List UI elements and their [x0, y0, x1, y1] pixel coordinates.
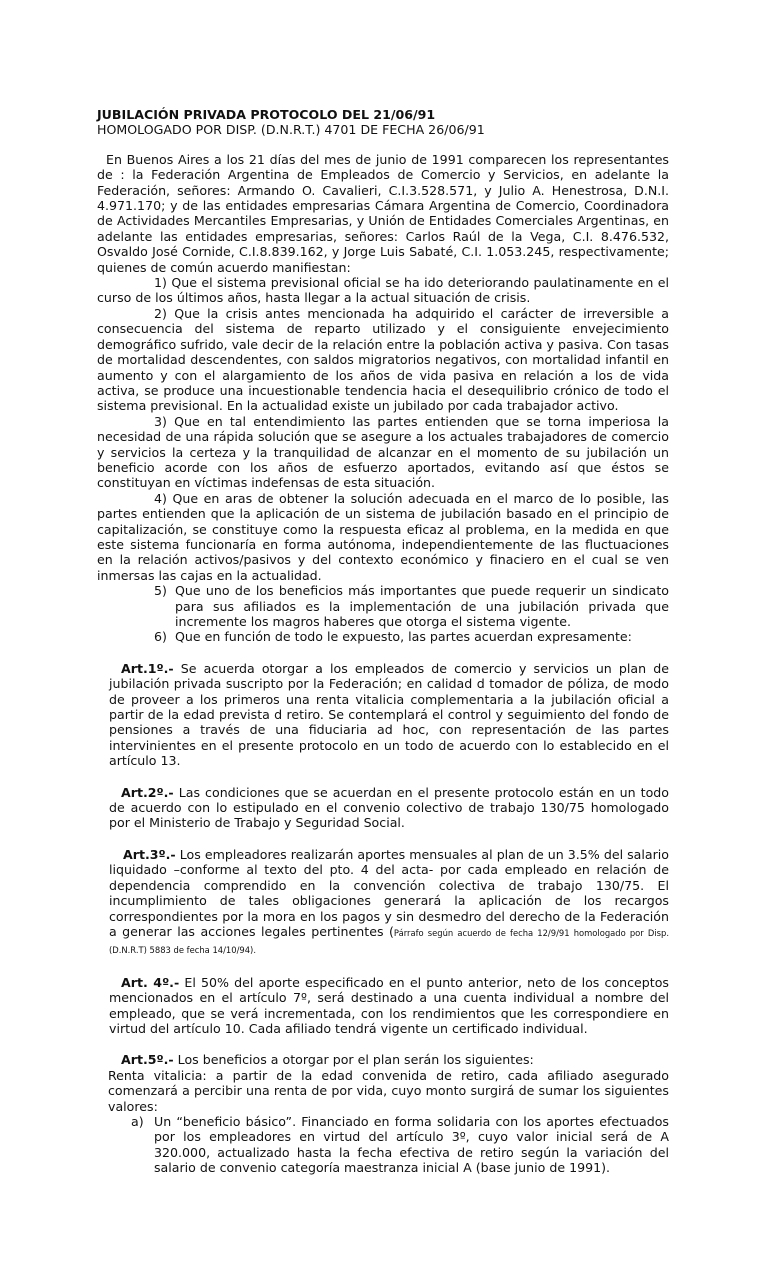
- consideration-3: 3) Que en tal entendimiento las partes entienden que se torna imperiosa la necesidad de una rápida solución que se asegure a los actuales trabajadores de comercio y servicios la certeza y la tranquilidad de alcanzar en el momento de su jubilación un beneficio acorde con los años de esfuerzo aportados, evitando así que éstos se constituyan en víctimas indefensas de esta situación.: [97, 413, 669, 491]
- article-4-label: Art. 4º.-: [121, 974, 180, 990]
- article-4: [109, 975, 669, 1037]
- article-3-label: Art.3º.-: [123, 846, 176, 862]
- consideration-1: 1) Que el sistema previsional oficial se ha ido deteriorando paulatinamente en el curso de los últimos años, hasta llegar a la actual situación de crisis.: [97, 275, 669, 306]
- document-title: JUBILACIÓN PRIVADA PROTOCOLO DEL 21/06/91: [97, 107, 436, 122]
- consideration-2: 2) Que la crisis antes mencionada ha adquirido el carácter de irreversible a consecuencia del sistema de reparto utilizado y el consiguiente envejecimiento demográfico sufrido, vale decir de la relación entre la población activa y pasiva. Con tasas de mortalidad descendentes, con saldos migratorios negativos, con mortalidad infantil en aumento y con el alargamiento de los años de vida pasiva en relación a los de vida activa, se produce una incuestionable tendencia hacia el desequilibrio crónico de todo el sistema previsional. En la actualidad existe un jubilado por cada trabajador activo.: [97, 305, 669, 414]
- article-2: [109, 785, 669, 831]
- article-5-label: Art.5º.-: [121, 1052, 174, 1068]
- article-3-text: Los empleadores realizarán aportes mensuales al plan de un 3.5% del salario liquidado –conforme al texto del pto. 4 del acta- por cada empleado en relación de dependencia comprendido en la convención colectiva de trabajo 130/75. El incumplimiento de tales obligaciones generará la aplicación de los recargos correspondientes por la mora en los pagos y sin desmedro del derecho de la Federación a generar las acciones legales pertinentes (: [109, 846, 669, 939]
- article-5: [109, 1052, 669, 1067]
- article-2-text: Las condiciones que se acuerdan en el presente protocolo están en un todo de acuerdo con lo estipulado en el convenio colectivo de trabajo 130/75 homologado por el Ministerio de Trabajo y Seguridad Social.: [109, 784, 669, 831]
- intro-paragraph: En Buenos Aires a los 21 días del mes de junio de 1991 comparecen los representantes de : la Federación Argentina de Empleados de Comercio y Servicios, en adelante la Federación, señores: Armando O. Cavalieri, C.I.3.528.571, y Julio A. Henestrosa, D.N.I. 4.971.170; y de las entidades empresarias Cámara Argentina de Comercio, Coordinadora de Actividades Mercantiles Empresarias, y Unión de Entidades Comerciales Argentinas, en adelante las entidades empresarias, señores: Carlos Raúl de la Vega, C.I. 8.476.532, Osvaldo José Cornide, C.I.8.839.162, y Jorge Luis Sabaté, C.I. 1.053.245, respectivamente; quienes de común acuerdo manifiestan:: [97, 151, 669, 275]
- consideration-6-text: Que en función de todo le expuesto, las partes acuerdan expresamente:: [175, 629, 632, 645]
- article-5-item-a-letter: a): [131, 1113, 144, 1129]
- article-1: [109, 661, 669, 769]
- article-5-item-a-text: Un “beneficio básico”. Financiado en forma solidaria con los aportes efectuados por los empleadores en virtud del artículo 3º, cuyo valor inicial será de A 320.000, actualizado hasta la fecha efectiva de retiro según la variación del salario de convenio categoría maestranza inicial A (base junio de 1991).: [154, 1113, 669, 1176]
- article-4-text: El 50% del aporte especificado en el punto anterior, neto de los conceptos mencionados en el artículo 7º, será destinado a una cuenta individual a nombre del empleado, que se verá incrementada, con los rendimientos que les correspondiere en virtud del artículo 10. Cada afiliado tendrá vigente un certificado individual.: [109, 974, 669, 1036]
- article-5-renta: Renta vitalicia: a partir de la edad convenida de retiro, cada afiliado asegurado comenzará a percibir una renta de por vida, cuyo monto surgirá de sumar los siguientes valores:: [108, 1067, 669, 1114]
- document-body: [97, 107, 669, 1176]
- consideration-6-number: 6): [154, 629, 167, 645]
- consideration-5: [97, 583, 669, 629]
- article-1-text: Se acuerda otorgar a los empleados de comercio y servicios un plan de jubilación privada suscripto por la Federación; en calidad d tomador de póliza, de modo de proveer a los primeros una renta vitalicia complementaria a la jubilación oficial a partir de la edad prevista d retiro. Se contemplará el control y seguimiento del fondo de pensiones a través de una fiduciaria ad hoc, con representación de las partes intervinientes en el presente protocolo en un todo de acuerdo con lo establecido en el artículo 13.: [109, 660, 669, 769]
- article-5-text: Los beneficios a otorgar por el plan serán los siguientes:: [173, 1052, 534, 1068]
- consideration-6: [97, 629, 669, 644]
- article-1-label: Art.1º.-: [121, 660, 174, 676]
- consideration-4: 4) Que en aras de obtener la solución adecuada en el marco de lo posible, las partes entienden que la aplicación de un sistema de jubilación basado en el principio de capitalización, se constituye como la respuesta eficaz al problema, en la medida en que este sistema funcionaría en forma autónoma, independientemente de las fluctuaciones en la relación activos/pasivos y del contexto económico y finaciero en el cual se ven inmersas las cajas en la actualidad.: [97, 490, 669, 583]
- consideration-5-number: 5): [154, 583, 167, 599]
- consideration-5-text: Que uno de los beneficios más importantes que puede requerir un sindicato para sus afiliados es la implementación de una jubilación privada que incremente los magros haberes que otorga el sistema vigente.: [175, 583, 669, 629]
- article-3-footnote: Párrafo según acuerdo de fecha 12/9/91 homologado por Disp. (D.N.R.T) 5883 de fecha 14/10/94).: [109, 927, 669, 956]
- article-3: [109, 847, 669, 959]
- document-subtitle: HOMOLOGADO POR DISP. (D.N.R.T.) 4701 DE FECHA 26/06/91: [97, 122, 485, 138]
- article-2-label: Art.2º.-: [121, 784, 174, 800]
- article-5-item-a: [97, 1114, 669, 1176]
